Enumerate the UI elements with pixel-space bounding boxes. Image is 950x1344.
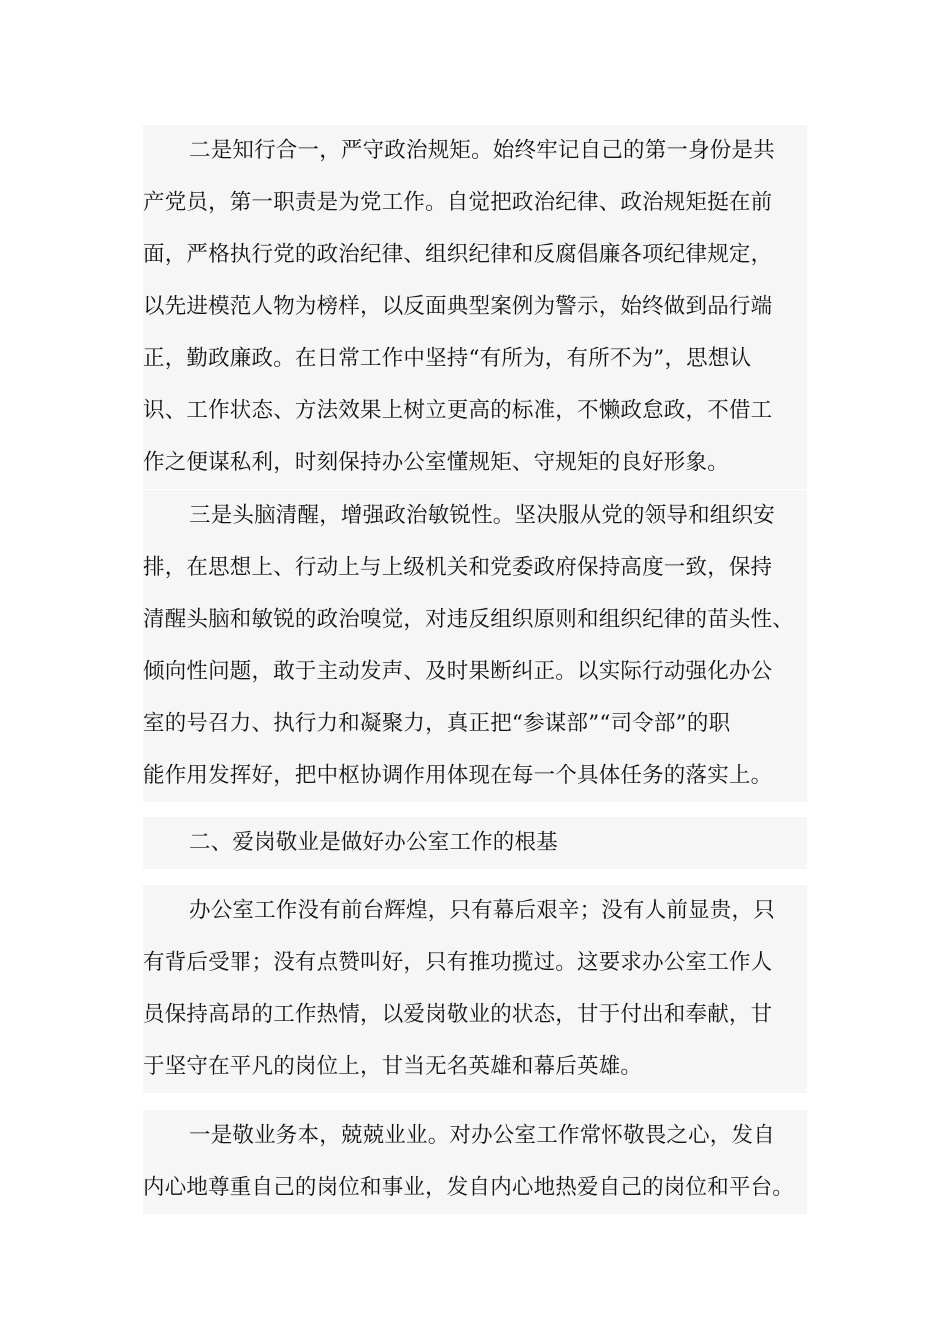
heading-line: 二、爱岗敬业是做好办公室工作的根基 <box>189 830 558 855</box>
paragraph-line: 产党员，第一职责是为党工作。自觉把政治纪律、政治规矩挺在前 <box>143 190 773 215</box>
section-heading <box>143 817 807 869</box>
paragraph-4 <box>143 1110 807 1214</box>
paragraph-line: 能作用发挥好，把中枢协调作用体现在每一个具体任务的落实上。 <box>143 763 773 788</box>
paragraph-line: 清醒头脑和敏锐的政治嗅觉，对违反组织原则和组织纪律的苗头性、 <box>143 607 795 632</box>
paragraph-line: 作之便谋私利，时刻保持办公室懂规矩、守规矩的良好形象。 <box>143 450 729 475</box>
paragraph-line: 倾向性问题，敢于主动发声、及时果断纠正。以实际行动强化办公 <box>143 659 773 684</box>
paragraph-line: 一是敬业务本，兢兢业业。对办公室工作常怀敬畏之心，发自 <box>189 1123 775 1148</box>
paragraph-line: 员保持高昂的工作热情，以爱岗敬业的状态，甘于付出和奉献，甘 <box>143 1002 773 1027</box>
paragraph-line: 正，勤政廉政。在日常工作中坚持“有所为，有所不为”，思想认 <box>143 346 752 371</box>
paragraph-line: 内心地尊重自己的岗位和事业，发自内心地热爱自己的岗位和平台。 <box>143 1175 795 1200</box>
paragraph-line: 室的号召力、执行力和凝聚力，真正把“参谋部”“司令部”的职 <box>143 711 731 736</box>
paragraph-line: 二是知行合一，严守政治规矩。始终牢记自己的第一身份是共 <box>189 138 775 163</box>
paragraph-line: 以先进模范人物为榜样，以反面典型案例为警示，始终做到品行端 <box>143 294 773 319</box>
paragraph-line: 有背后受罪；没有点赞叫好，只有推功揽过。这要求办公室工作人 <box>143 950 773 975</box>
paragraph-1 <box>143 125 807 489</box>
paragraph-line: 于坚守在平凡的岗位上，甘当无名英雄和幕后英雄。 <box>143 1054 643 1079</box>
paragraph-line: 识、工作状态、方法效果上树立更高的标准，不懒政怠政，不借工 <box>143 398 773 423</box>
paragraph-line: 面，严格执行党的政治纪律、组织纪律和反腐倡廉各项纪律规定， <box>143 242 773 267</box>
paragraph-3 <box>143 885 807 1093</box>
paragraph-2 <box>143 490 807 802</box>
paragraph-line: 三是头脑清醒，增强政治敏锐性。坚决服从党的领导和组织安 <box>189 503 775 528</box>
paragraph-line: 办公室工作没有前台辉煌，只有幕后艰辛；没有人前显贵，只 <box>189 898 775 923</box>
paragraph-line: 排，在思想上、行动上与上级机关和党委政府保持高度一致，保持 <box>143 555 773 580</box>
